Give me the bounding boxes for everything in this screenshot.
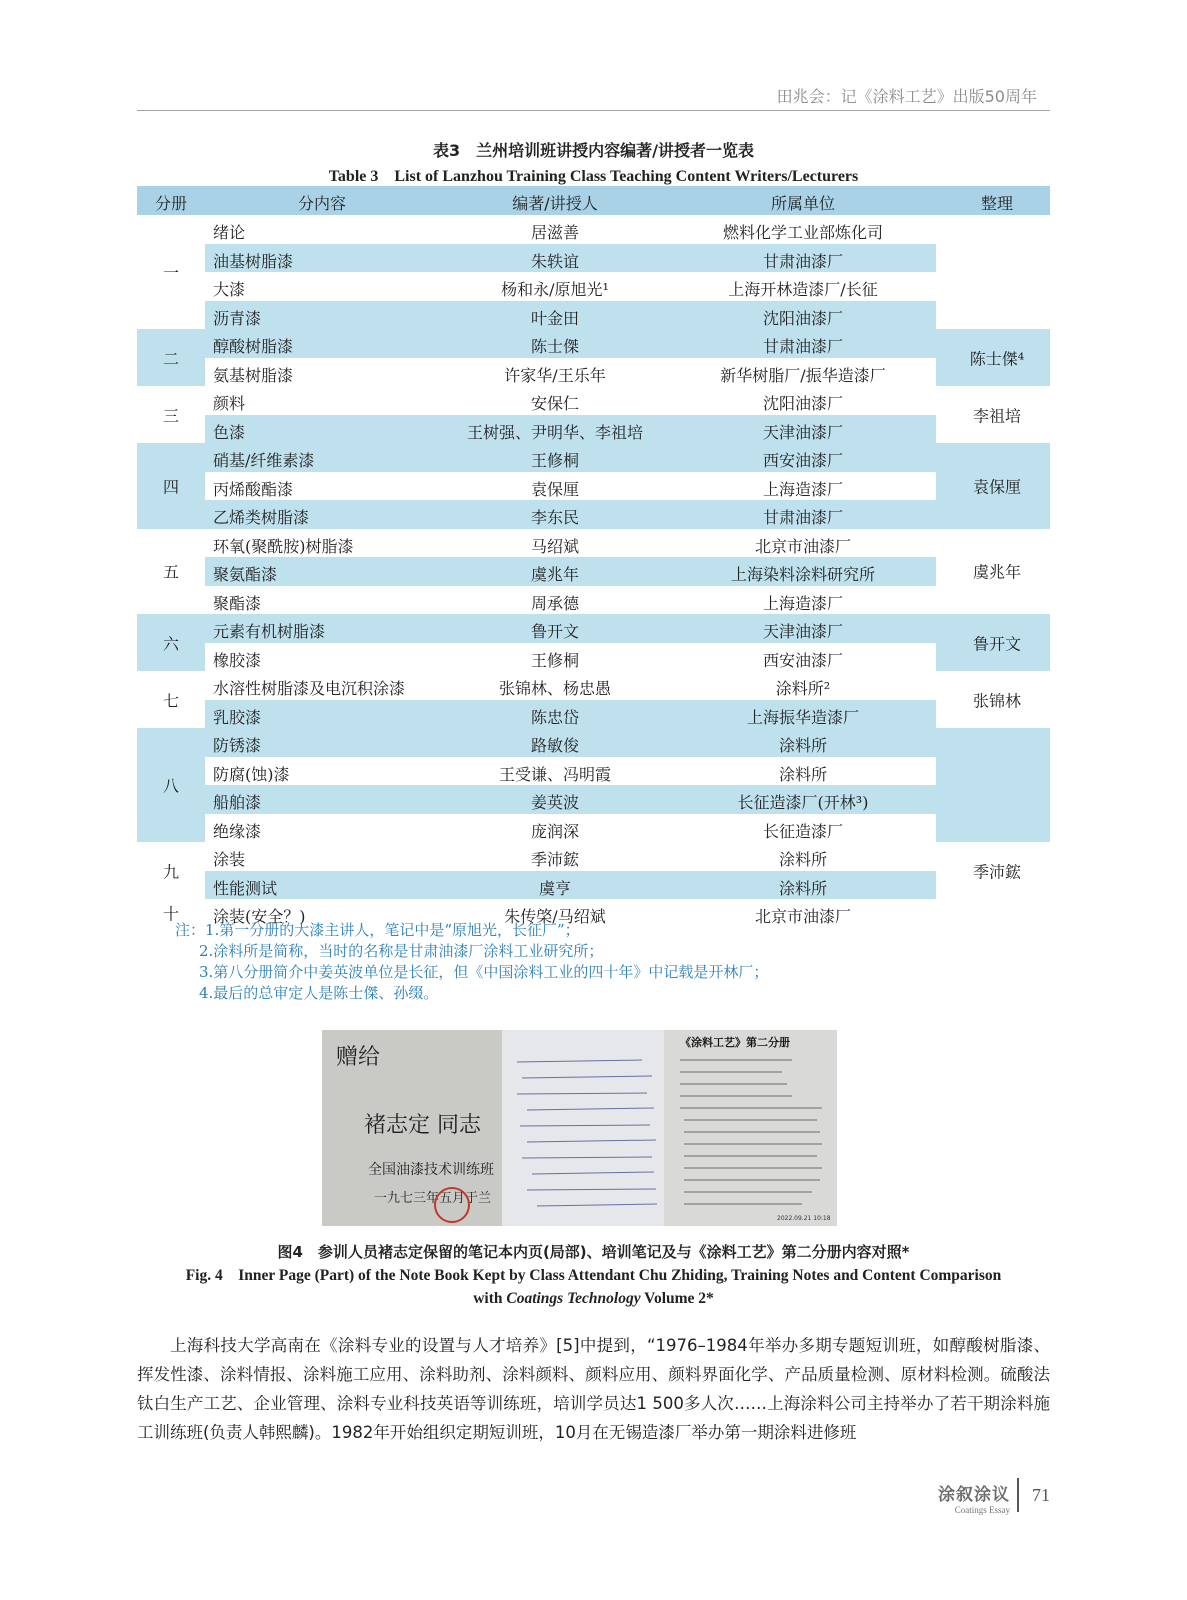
- cell-content: 船舶漆: [213, 793, 262, 812]
- table-row: [137, 842, 1050, 871]
- cell-unit: 上海开林造漆厂/长征: [728, 280, 878, 299]
- cell-content: 涂装: [213, 850, 246, 869]
- cell-unit: 新华树脂厂/振华造漆厂: [720, 365, 886, 385]
- cell-organizer: 鲁开文: [972, 634, 1022, 653]
- teaching-content-table: [137, 186, 1050, 928]
- cell-volume: 八: [162, 776, 180, 796]
- cell-organizer: 张锦林: [972, 691, 1022, 710]
- photo-text-3: 全国油漆技术训练班: [368, 1162, 494, 1178]
- cell-writer: 居滋善: [530, 223, 580, 242]
- cell-content: 色漆: [213, 422, 246, 442]
- table-group: [137, 842, 1050, 899]
- cell-unit: 长征造漆厂: [762, 821, 844, 841]
- cell-writer: 袁保厘: [530, 479, 580, 499]
- table-group: [137, 215, 1050, 329]
- table-title-cn: 表3 兰州培训班讲授内容编著/讲授者一览表: [433, 141, 754, 160]
- cell-content: 乙烯类树脂漆: [213, 508, 310, 527]
- cell-writer: 路敏俊: [530, 736, 580, 755]
- cell-content: 性能测试: [213, 878, 278, 898]
- table-group: [137, 443, 1050, 529]
- note-4: 4.最后的总审定人是陈士傑、孙缀。: [199, 984, 439, 1002]
- caption-post: Volume 2*: [640, 1290, 714, 1307]
- cell-writer: 虞兆年: [530, 565, 580, 584]
- cell-volume: 五: [162, 562, 180, 582]
- cell-volume: 六: [162, 634, 180, 653]
- table-row: [137, 386, 1050, 415]
- page-number: 71: [1032, 1485, 1050, 1505]
- note-3: 3.第八分册简介中姜英波单位是长征，但《中国涂料工业的四十年》中记载是开林厂；: [199, 963, 769, 981]
- cell-unit: 燃料化学工业部炼化司: [722, 223, 884, 242]
- cell-unit: 天津油漆厂: [762, 622, 844, 641]
- cell-writer: 安保仁: [530, 394, 580, 413]
- note-2: 2.涂料所是简称，当时的名称是甘肃油漆厂涂料工业研究所；: [199, 942, 604, 960]
- cell-content: 水溶性树脂漆及电沉积涂漆: [213, 679, 406, 698]
- cell-volume: 二: [162, 349, 180, 368]
- cell-content: 聚酯漆: [213, 593, 262, 613]
- header-organizer: 整理: [980, 194, 1014, 213]
- running-title: 田兆会：记《涂料工艺》出版50周年: [776, 87, 1037, 106]
- table-notes: [175, 920, 768, 1004]
- cell-writer: 朱传棨/马绍斌: [504, 907, 606, 926]
- cell-writer: 马绍斌: [530, 536, 580, 556]
- cell-unit: 沈阳油漆厂: [762, 308, 844, 328]
- cell-writer: 朱轶谊: [530, 251, 580, 271]
- table-row: [137, 358, 1050, 387]
- cell-unit: 北京市油漆厂: [754, 907, 852, 926]
- note-1: 注：1.第一分册的大漆主讲人，笔记中是“原旭光，长征厂”；: [175, 921, 580, 939]
- table-group: [137, 614, 1050, 671]
- table-row: [137, 215, 1050, 244]
- cell-writer: 陈忠岱: [530, 707, 580, 727]
- cell-organizer: 虞兆年: [972, 562, 1022, 582]
- body-paragraph: 上海科技大学高南在《涂料专业的设置与人才培养》[5]中提到，“1976–1984年举办多期专题短训班，如醇酸树脂漆、挥发性漆、涂料情报、涂料施工应用、涂料助剂、涂料颜料、颜料应用、颜料界面化学、产品质量检测、原材料检测。硫酸法钛白生产工艺、企业管理、涂料专业科技英语等训练班，培训学员达1 500多人次……上海涂料公司主持举办了若干期涂料施工训练班(负责人韩熙麟)。1982年开始组织定期短训班，10月在无锡造漆厂举办第一期涂料进修班: [137, 1336, 1050, 1442]
- cell-content: 大漆: [213, 280, 246, 299]
- cell-unit: 甘肃油漆厂: [762, 337, 844, 356]
- table-row: [137, 785, 1050, 814]
- header-writer: 编著/讲授人: [512, 194, 598, 213]
- cell-unit: 涂料所²: [775, 679, 831, 698]
- book-title: 《涂料工艺》第二分册: [680, 1036, 790, 1049]
- magazine-logo: [938, 1480, 1010, 1515]
- cell-unit: 涂料所: [778, 736, 828, 755]
- cell-unit: 天津油漆厂: [762, 422, 844, 442]
- cell-unit: 甘肃油漆厂: [762, 251, 844, 271]
- cell-volume: 九: [162, 862, 180, 881]
- table-row: [137, 472, 1050, 501]
- footer-divider: [1017, 1478, 1019, 1512]
- cell-writer: 王修桐: [530, 650, 580, 670]
- cell-writer: 季沛鋐: [530, 850, 580, 869]
- cell-writer: 周承德: [530, 593, 580, 613]
- table-row: [137, 586, 1050, 615]
- cell-unit: 上海造漆厂: [762, 593, 844, 613]
- caption-italic: Coatings Technology: [506, 1290, 641, 1307]
- cell-writer: 叶金田: [530, 308, 580, 328]
- photo-text-2: 褚志定 同志: [364, 1113, 481, 1138]
- table-row: [137, 529, 1050, 558]
- cell-unit: 西安油漆厂: [762, 451, 844, 470]
- cell-content: 乳胶漆: [213, 707, 262, 727]
- table-group: [137, 386, 1050, 443]
- cell-content: 油基树脂漆: [213, 251, 294, 271]
- cell-content: 元素有机树脂漆: [213, 622, 326, 641]
- cell-content: 沥青漆: [213, 308, 262, 328]
- cell-unit: 沈阳油漆厂: [762, 394, 844, 413]
- table-row: [137, 871, 1050, 900]
- cell-writer: 王树强、尹明华、李祖培: [466, 422, 644, 442]
- cell-writer: 姜英波: [530, 793, 580, 812]
- body-text: [137, 1331, 1050, 1447]
- cell-organizer: 陈士傑⁴: [969, 349, 1025, 368]
- cell-content: 硝基/纤维素漆: [213, 451, 315, 470]
- cell-volume: 三: [162, 406, 180, 425]
- table-row: [137, 329, 1050, 358]
- photo-text-1: 赠给: [336, 1045, 381, 1070]
- header-unit: 所属单位: [770, 194, 836, 213]
- header-volume: 分册: [154, 194, 188, 213]
- cell-content: 聚氨酯漆: [213, 565, 278, 584]
- cell-content: 醇酸树脂漆: [213, 337, 294, 356]
- magazine-name-cn: 涂叙涂议: [938, 1485, 1010, 1505]
- cell-content: 氨基树脂漆: [213, 365, 294, 385]
- cell-organizer: 李祖培: [972, 406, 1022, 425]
- table-row: [137, 814, 1050, 843]
- photo-panel-notes: [502, 1030, 664, 1226]
- figure-caption-en-line2: [137, 1287, 1050, 1310]
- cell-content: 涂装(安全？): [213, 907, 306, 926]
- cell-writer: 庞润深: [530, 821, 580, 841]
- cell-writer: 李东民: [530, 508, 580, 527]
- table-row: [137, 728, 1050, 757]
- table-row: [137, 757, 1050, 786]
- cell-writer: 许家华/王乐年: [504, 365, 606, 385]
- cell-content: 绝缘漆: [213, 821, 262, 841]
- cell-writer: 王修桐: [530, 451, 580, 470]
- cell-unit: 涂料所: [778, 764, 828, 784]
- table-row: [137, 643, 1050, 672]
- caption-pre: with: [473, 1290, 507, 1307]
- cell-writer: 陈士傑: [530, 337, 580, 356]
- cell-content: 绪论: [213, 223, 246, 242]
- cell-unit: 上海染料涂料研究所: [730, 565, 876, 584]
- photo-text-4: 一九七三年五月于兰: [374, 1191, 492, 1206]
- table-row: [137, 614, 1050, 643]
- table-row: [137, 557, 1050, 586]
- cell-unit: 西安油漆厂: [762, 650, 844, 670]
- table-header: [137, 186, 1050, 215]
- table-row: [137, 443, 1050, 472]
- header-content: 分内容: [297, 194, 347, 213]
- cell-content: 颜料: [213, 394, 246, 413]
- cell-content: 防锈漆: [213, 736, 262, 755]
- cell-unit: 北京市油漆厂: [754, 536, 852, 556]
- cell-volume: 四: [162, 477, 180, 497]
- photo-timestamp: 2022.09.21 10:18: [777, 1215, 831, 1222]
- table-group: [137, 671, 1050, 728]
- table-group: [137, 728, 1050, 842]
- table-row: [137, 301, 1050, 330]
- cell-unit: 涂料所: [778, 878, 828, 898]
- magazine-name-en: Coatings Essay: [954, 1505, 1010, 1515]
- table-group: [137, 329, 1050, 386]
- cell-unit: 上海振华造漆厂: [746, 707, 860, 727]
- figure-caption-cn: 图4 参训人员褚志定保留的笔记本内页(局部)、培训笔记及与《涂料工艺》第二分册内容对照*: [277, 1243, 910, 1261]
- cell-organizer: 季沛鋐: [972, 862, 1022, 881]
- cell-content: 丙烯酸酯漆: [213, 479, 294, 499]
- cell-unit: 上海造漆厂: [762, 479, 844, 499]
- cell-writer: 杨和永/原旭光¹: [501, 280, 609, 299]
- cell-writer: 虞亨: [538, 878, 572, 898]
- cell-unit: 涂料所: [778, 850, 828, 869]
- notebook-photo: [322, 1030, 837, 1226]
- cell-writer: 张锦林、杨忠愚: [498, 679, 612, 698]
- photo-panel-book: [664, 1030, 837, 1226]
- table-row: [137, 700, 1050, 729]
- cell-unit: 甘肃油漆厂: [762, 508, 844, 527]
- header-rule: [137, 110, 1050, 111]
- cell-writer: 鲁开文: [530, 622, 580, 641]
- table-group: [137, 529, 1050, 615]
- table-row: [137, 500, 1050, 529]
- cell-writer: 王受谦、冯明霞: [498, 764, 612, 784]
- figure-caption-en: [137, 1264, 1050, 1310]
- cell-organizer: 袁保厘: [972, 477, 1022, 497]
- figure-caption-en-line1: Fig. 4 Inner Page (Part) of the Note Book Kept by Class Attendant Chu Zhiding, Training Notes and Content Comparison: [185, 1267, 1002, 1284]
- table-row: [137, 244, 1050, 273]
- cell-content: 环氧(聚酰胺)树脂漆: [213, 536, 354, 556]
- cell-content: 防腐(蚀)漆: [213, 764, 290, 784]
- table-title-en: Table 3 List of Lanzhou Training Class Teaching Content Writers/Lecturers: [328, 168, 859, 185]
- cell-volume: 十: [162, 904, 180, 924]
- cell-content: 橡胶漆: [213, 650, 262, 670]
- cell-volume: 一: [162, 263, 180, 283]
- cell-unit: 长征造漆厂(开林³): [737, 793, 869, 812]
- table-row: [137, 671, 1050, 700]
- cell-volume: 七: [162, 691, 180, 710]
- table-row: [137, 415, 1050, 444]
- table-row: [137, 272, 1050, 301]
- table-body: [137, 215, 1050, 928]
